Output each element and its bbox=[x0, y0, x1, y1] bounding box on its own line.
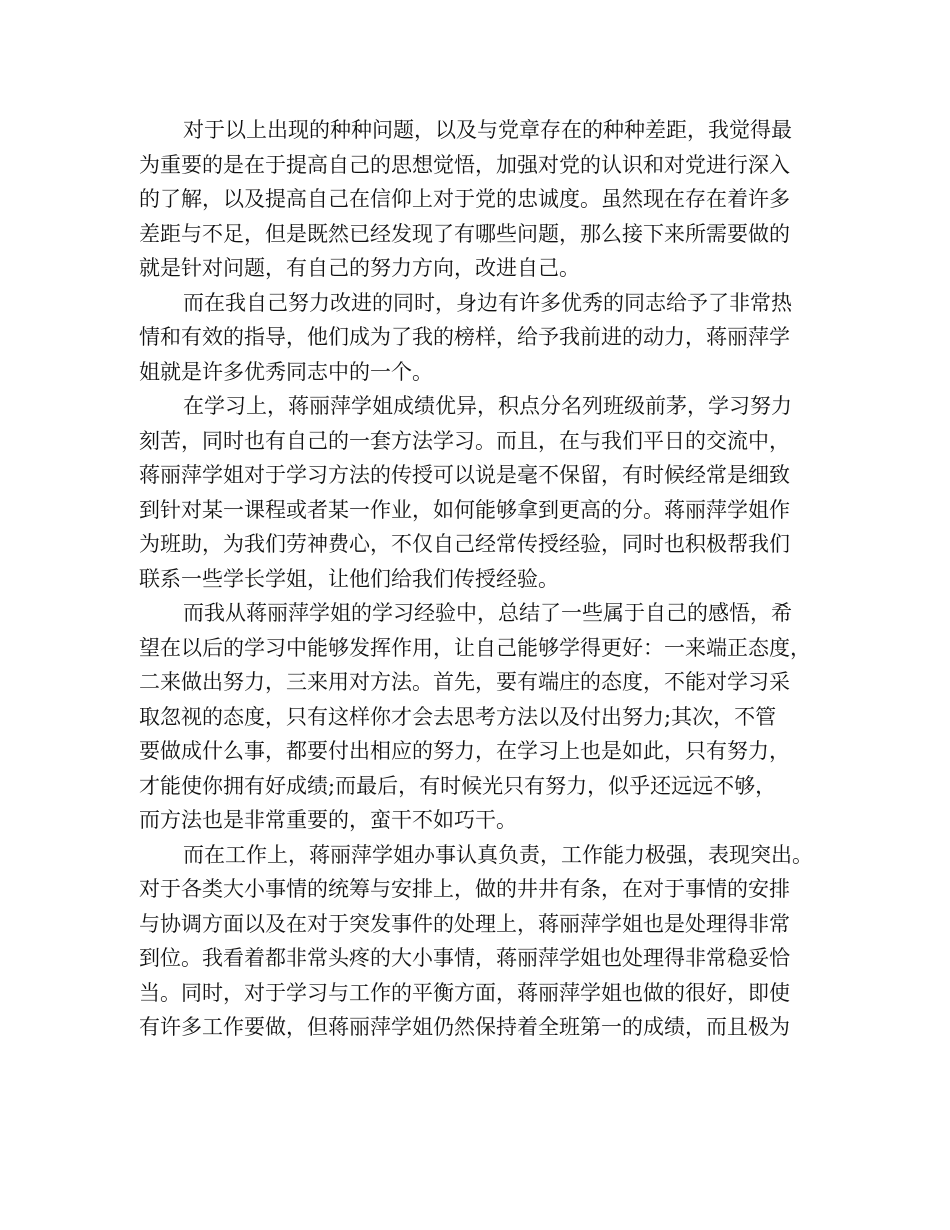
text-line: 望在以后的学习中能够发挥作用，让自己能够学得更好：一来端正态度， bbox=[139, 635, 811, 660]
text-line: 情和有效的指导，他们成为了我的榜样，给予我前进的动力，蒋丽萍学 bbox=[139, 325, 790, 349]
text-line: 蒋丽萍学姐对于学习方法的传授可以说是毫不保留，有时候经常是细致 bbox=[139, 463, 790, 487]
text-line: 与协调方面以及在对于突发事件的处理上，蒋丽萍学姐也是处理得非常 bbox=[139, 911, 790, 936]
text-line: 当。同时，对于学习与工作的平衡方面，蒋丽萍学姐也做的很好，即使 bbox=[139, 980, 790, 1005]
paragraph-first-line: 而在我自己努力改进的同时，身边有许多优秀的同志给予了非常热 bbox=[183, 290, 792, 315]
text-line: 而方法也是非常重要的，蛮干不如巧干。 bbox=[139, 808, 517, 832]
text-line: 取忽视的态度，只有这样你才会去思考方法以及付出努力;其次，不管 bbox=[139, 704, 777, 729]
text-line: 才能使你拥有好成绩;而最后，有时候光只有努力，似乎还远远不够， bbox=[139, 773, 777, 798]
text-line: 的了解，以及提高自己在信仰上对于党的忠诚度。虽然现在存在着许多 bbox=[139, 187, 790, 211]
document-body bbox=[139, 113, 829, 1045]
text-line: 二来做出努力，三来用对方法。首先，要有端庄的态度，不能对学习采 bbox=[139, 670, 790, 694]
text-line: 为班助，为我们劳神费心，不仅自己经常传授经验，同时也积极帮我们 bbox=[139, 532, 790, 556]
text-line: 有许多工作要做，但蒋丽萍学姐仍然保持着全班第一的成绩，而且极为 bbox=[139, 1015, 790, 1039]
text-line: 到位。我看着都非常头疼的大小事情，蒋丽萍学姐也处理得非常稳妥恰 bbox=[139, 946, 790, 970]
text-line: 到针对某一课程或者某一作业，如何能够拿到更高的分。蒋丽萍学姐作 bbox=[139, 497, 790, 522]
paragraph-first-line: 而在工作上，蒋丽萍学姐办事认真负责，工作能力极强，表现突出。 bbox=[183, 842, 813, 867]
text-line: 为重要的是在于提高自己的思想觉悟，加强对党的认识和对党进行深入 bbox=[139, 152, 790, 177]
text-line: 差距与不足，但是既然已经发现了有哪些问题，那么接下来所需要做的 bbox=[139, 221, 790, 246]
text-line: 要做成什么事，都要付出相应的努力，在学习上也是如此，只有努力， bbox=[139, 739, 790, 763]
paragraph-first-line: 而我从蒋丽萍学姐的学习经验中，总结了一些属于自己的感悟，希 bbox=[183, 601, 792, 625]
text-line: 刻苦，同时也有自己的一套方法学习。而且，在与我们平日的交流中， bbox=[139, 428, 790, 453]
text-line: 就是针对问题，有自己的努力方向，改进自己。 bbox=[139, 256, 580, 280]
text-line: 姐就是许多优秀同志中的一个。 bbox=[139, 359, 433, 384]
text-line: 联系一些学长学姐，让他们给我们传授经验。 bbox=[139, 566, 559, 591]
paragraph-first-line: 对于以上出现的种种问题，以及与党章存在的种种差距，我觉得最 bbox=[183, 118, 792, 142]
paragraph-first-line: 在学习上，蒋丽萍学姐成绩优异，积点分名列班级前茅，学习努力 bbox=[183, 394, 792, 418]
text-line: 对于各类大小事情的统筹与安排上，做的井井有条，在对于事情的安排 bbox=[139, 877, 790, 901]
